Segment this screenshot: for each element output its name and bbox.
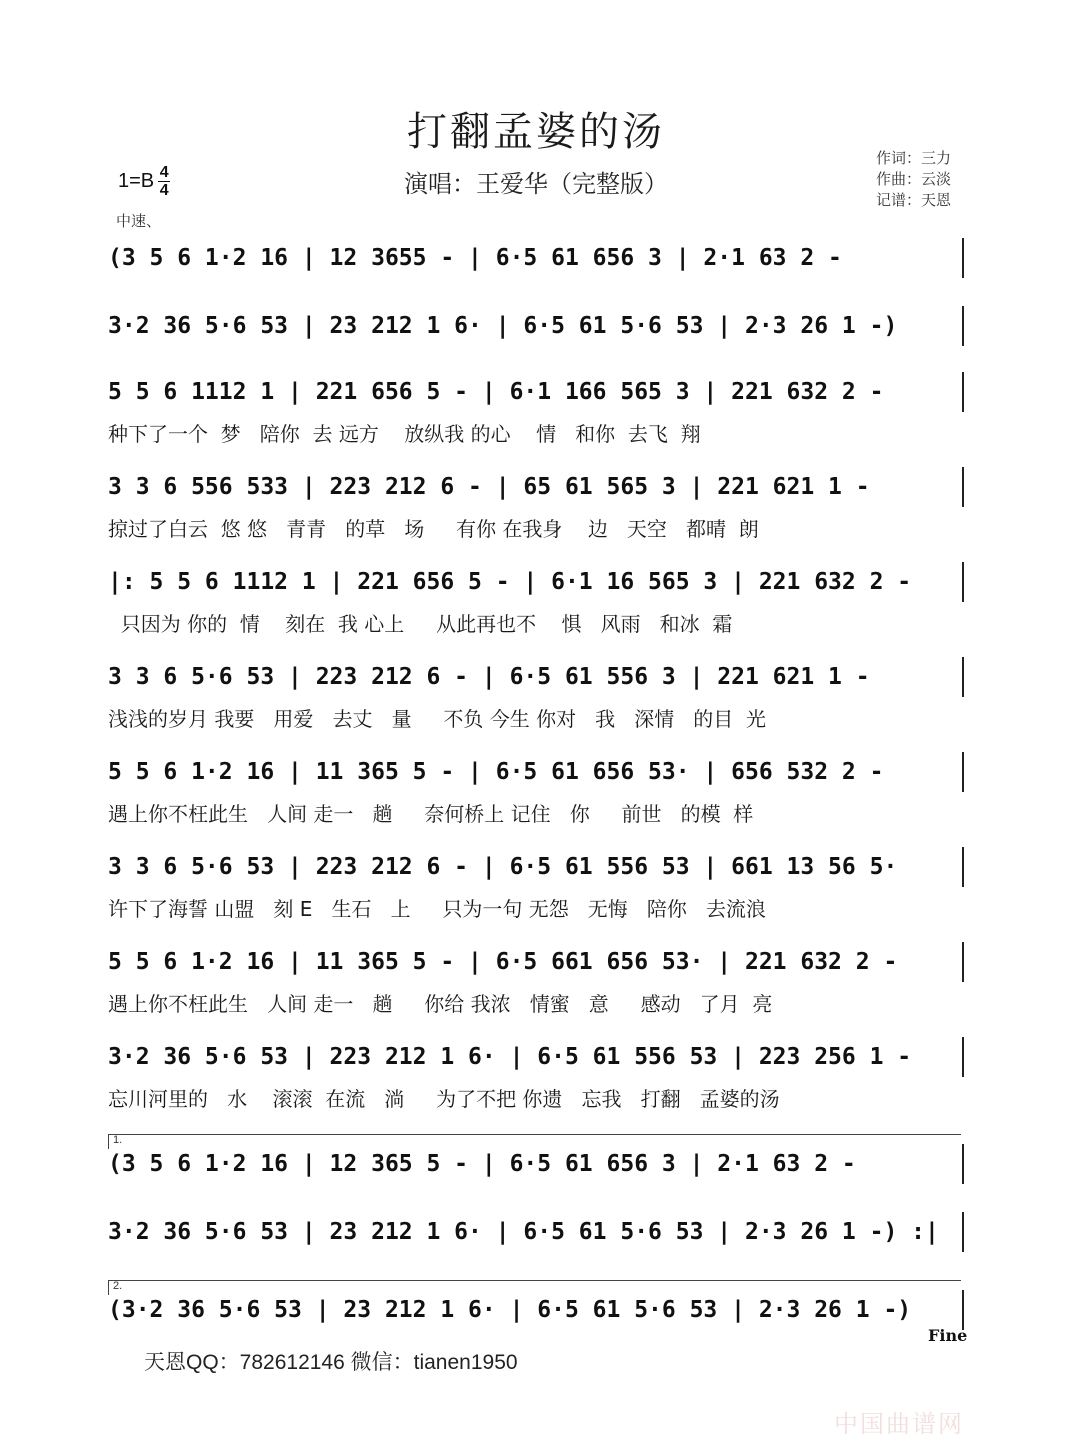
notation-line: 3 3 6 5·6 53 | 223 212 6 - | 6·5 61 556 3 | 221 621 1 - (108, 657, 964, 697)
notation-line: 3 3 6 556 533 | 223 212 6 - | 65 61 565 3 | 221 621 1 - (108, 467, 964, 507)
notation-line: 5 5 6 1112 1 | 221 656 5 - | 6·1 166 565 3 | 221 632 2 - (108, 372, 964, 412)
transcriber: 记谱：天恩 (876, 192, 952, 209)
notation-line: 3 3 6 5·6 53 | 223 212 6 - | 6·5 61 556 53 | 661 13 56 5· (108, 847, 964, 887)
lyric-line: 忘川河里的 水 滚滚 在流 淌 为了不把 你遗 忘我 打翻 孟婆的汤 (108, 1087, 780, 1111)
fine-mark: Fine (928, 1326, 968, 1345)
composer: 作曲：云淡 (876, 171, 952, 188)
first-ending-label: 1. (113, 1134, 123, 1146)
watermark: 中国曲谱网 (834, 1411, 964, 1438)
notation-line: 5 5 6 1·2 16 | 11 365 5 - | 6·5 61 656 53· | 656 532 2 - (108, 752, 964, 792)
lyric-line: 浅浅的岁月 我要 用爱 去丈 量 不负 今生 你对 我 深情 的目 光 (108, 707, 767, 731)
notation-line: 3·2 36 5·6 53 | 23 212 1 6· | 6·5 61 5·6 53 | 2·3 26 1 -) (108, 306, 964, 346)
singer-line: 演唱：王爱华（完整版） (404, 171, 668, 198)
notation-line: 3·2 36 5·6 53 | 223 212 1 6· | 6·5 61 556 53 | 223 256 1 - (108, 1037, 964, 1077)
time-signature (158, 164, 170, 199)
second-ending-label: 2. (113, 1280, 123, 1292)
notation-line: (3·2 36 5·6 53 | 23 212 1 6· | 6·5 61 5·6 53 | 2·3 26 1 -) (108, 1290, 964, 1330)
lyric-line: 许下了海誓 山盟 刻 E 生石 上 只为一句 无怨 无悔 陪你 去流浪 (108, 897, 766, 921)
time-bottom: 4 (159, 182, 169, 199)
lyricist: 作词：三力 (876, 150, 952, 167)
notation-line: 5 5 6 1·2 16 | 11 365 5 - | 6·5 661 656 53· | 221 632 2 - (108, 942, 964, 982)
lyric-line: 遇上你不枉此生 人间 走一 趟 奈何桥上 记住 你 前世 的模 样 (108, 802, 754, 826)
notation-line: (3 5 6 1·2 16 | 12 365 5 - | 6·5 61 656 3 | 2·1 63 2 - (108, 1144, 964, 1184)
key-signature (118, 164, 170, 199)
key-label: 1=B (118, 170, 155, 192)
tempo-mark: 中速、 (116, 213, 162, 230)
lyric-line: 种下了一个 梦 陪你 去 远方 放纵我 的心 情 和你 去飞 翔 (108, 422, 701, 446)
contact-info: 天恩QQ：782612146 微信：tianen1950 (144, 1351, 518, 1374)
notation-line: |: 5 5 6 1112 1 | 221 656 5 - | 6·1 16 565 3 | 221 632 2 - (108, 562, 964, 602)
notation-line: 3·2 36 5·6 53 | 23 212 1 6· | 6·5 61 5·6 53 | 2·3 26 1 -) :| (108, 1212, 964, 1252)
lyric-line: 只因为 你的 情 刻在 我 心上 从此再也不 惧 风雨 和冰 霜 (108, 612, 733, 636)
notation-line: (3 5 6 1·2 16 | 12 3655 - | 6·5 61 656 3 | 2·1 63 2 - (108, 238, 964, 278)
credits (876, 148, 951, 211)
page-title: 打翻孟婆的汤 (407, 110, 665, 154)
lyric-line: 遇上你不枉此生 人间 走一 趟 你给 我浓 情蜜 意 感动 了月 亮 (108, 992, 773, 1016)
lyric-line: 掠过了白云 悠 悠 青青 的草 场 有你 在我身 边 天空 都晴 朗 (108, 517, 759, 541)
time-top: 4 (159, 164, 169, 181)
